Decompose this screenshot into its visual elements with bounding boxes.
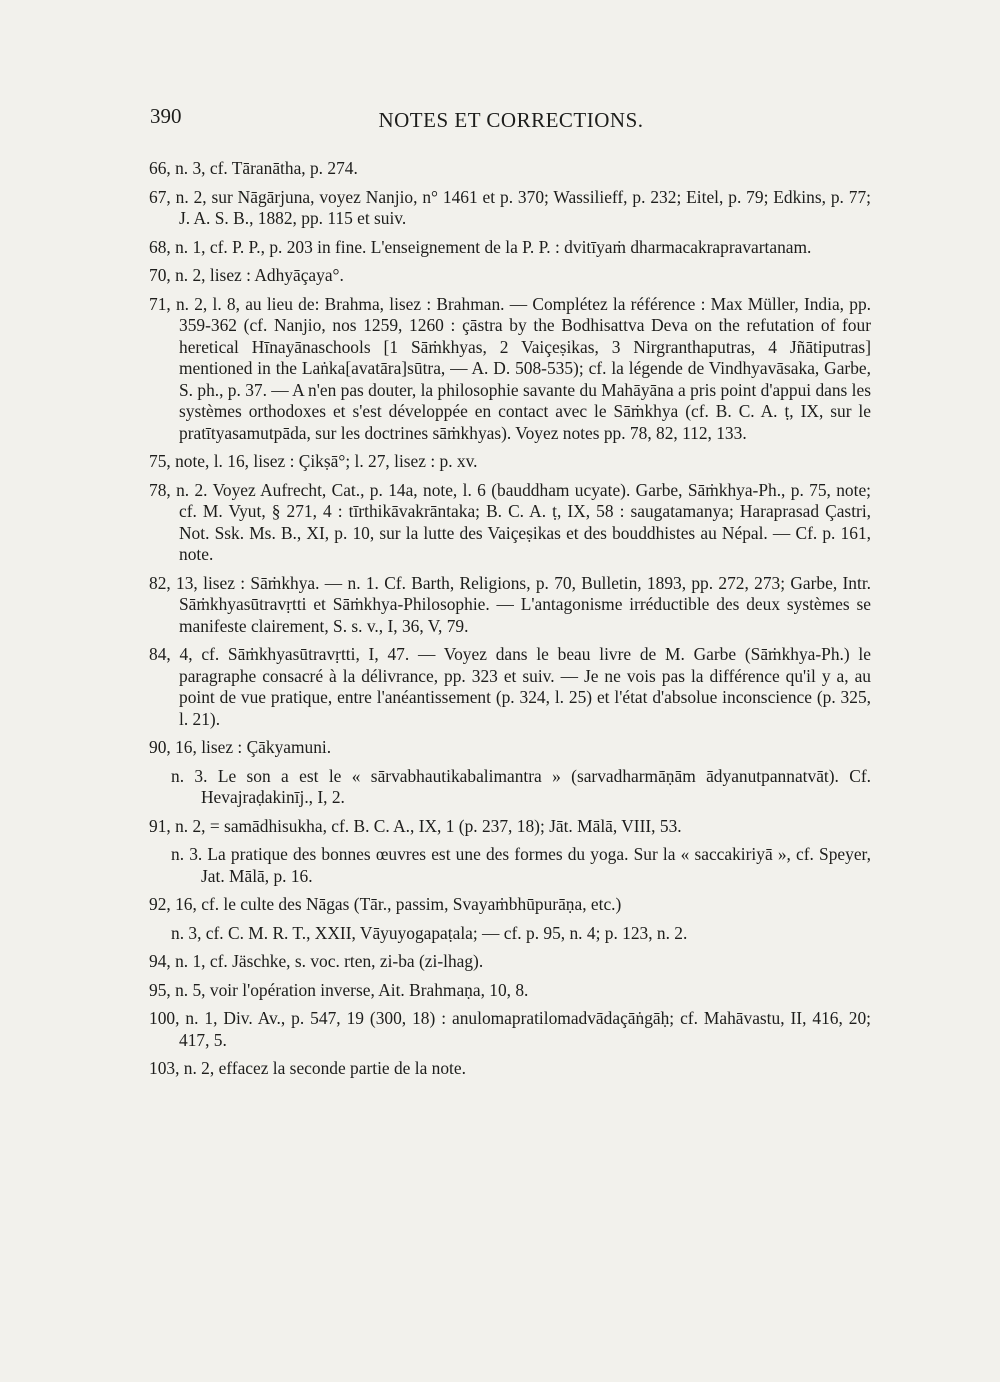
note-text: lisez : Adhyāçaya°. (209, 265, 344, 285)
page-header (0, 104, 1000, 144)
note-entry (149, 480, 871, 566)
note-entry (171, 844, 871, 887)
note-reference: n. 3, (171, 922, 202, 943)
note-text: lisez : Sāṁkhya. — n. 1. Cf. Barth, Religions, p. 70, Bulletin, 1893, pp. 272, 273; Garbe, Intr. Sāṁkhyasūtravṛtti et Sāṁkhya-Philosophie. — L'antagonisme irréductible des deux systèmes se manifeste clairement, S. s. v., I, 36, V, 79. (179, 572, 872, 636)
note-reference: n. 3. (171, 765, 208, 786)
note-text: cf. P. P., p. 203 in fine. L'enseignement de la P. P. : dvitīyaṁ dharmacakrapravartanam. (209, 236, 812, 257)
note-text: voir l'opération inverse, Ait. Brahmaṇa, 10, 8. (209, 979, 529, 1000)
note-entry (149, 737, 871, 759)
notes-list (149, 158, 871, 1087)
note-reference: 67, n. 2, (149, 186, 207, 207)
note-reference: 84, 4, (149, 644, 193, 664)
note-entry (149, 237, 871, 259)
note-entry (149, 1058, 871, 1080)
note-entry (149, 294, 871, 445)
note-entry (149, 451, 871, 473)
note-text: La pratique des bonnes œuvres est une des formes du yoga. Sur la « saccakiriyā », cf. Speyer, Jat. Mālā, p. 16. (201, 844, 871, 886)
note-entry (149, 951, 871, 973)
note-entry (149, 816, 871, 838)
page-number: 390 (150, 104, 182, 128)
running-title: NOTES ET CORRECTIONS. (378, 108, 644, 132)
note-text: cf. Sāṁkhyasūtravṛtti, I, 47. — Voyez dans le beau livre de M. Garbe (Sāṁkhya-Ph.) le paragraphe consacré à la délivrance, pp. 323 et suiv. — Je ne vois pas la différence qu'il y a, au point de vue pratique, entre l'anéantissement (p. 324, l. 25) et l'état d'absolue inconscience (p. 325, l. 21). (179, 644, 871, 729)
note-reference: n. 3. (171, 844, 203, 864)
note-reference: 92, 16, (149, 894, 197, 914)
note-entry (171, 923, 871, 945)
note-entry (149, 644, 871, 730)
note-reference: 75, note, l. 16, (149, 451, 249, 471)
note-entry (149, 894, 871, 916)
note-text: cf. Tāranātha, p. 274. (209, 158, 358, 178)
note-reference: 70, n. 2, (149, 265, 206, 285)
note-text: cf. C. M. R. T., XXII, Vāyuyogapaṭala; — cf. p. 95, n. 4; p. 123, n. 2. (205, 922, 688, 943)
note-text: cf. le culte des Nāgas (Tār., passim, Svayaṁbhūpurāṇa, etc.) (201, 894, 622, 914)
note-entry (149, 187, 871, 230)
note-entry (149, 158, 871, 180)
note-text: effacez la seconde partie de la note. (218, 1058, 466, 1078)
note-text: cf. Jäschke, s. voc. rten, zi-ba (zi-lhag). (209, 951, 484, 971)
note-text: = samādhisukha, cf. B. C. A., IX, 1 (p. 237, 18); Jāt. Mālā, VIII, 53. (209, 815, 682, 836)
note-entry (149, 980, 871, 1002)
note-text: Le son a est le « sārvabhautikabalimantra » (sarvadharmāṇām ādyanutpannatvāt). Cf. Hevajraḍakinīj., I, 2. (201, 765, 871, 807)
note-reference: 100, n. 1, (149, 1008, 218, 1028)
note-reference: 90, 16, (149, 737, 197, 757)
note-text: lisez : Çikṣā°; l. 27, lisez : p. xv. (253, 451, 478, 471)
note-entry (149, 573, 871, 638)
note-reference: 78, n. 2. (149, 479, 208, 500)
note-reference: 66, n. 3, (149, 158, 206, 178)
note-text: sur Nāgārjuna, voyez Nanjio, n° 1461 et p. 370; Wassilieff, p. 232; Eitel, p. 79; Edkins, p. 77; J. A. S. B., 1882, pp. 115 et suiv. (179, 186, 872, 228)
note-entry (149, 1008, 871, 1051)
note-reference: 103, n. 2, (149, 1058, 215, 1078)
note-reference: 95, n. 5, (149, 979, 206, 1000)
note-reference: 94, n. 1, (149, 951, 206, 971)
note-text: Voyez Aufrecht, Cat., p. 14a, note, l. 6 (bauddham ucyate). Garbe, Sāṁkhya-Ph., p. 75, note; cf. M. Vyut, § 271, 4 : tīrthikāvakrāntaka; B. C. A. ṭ, IX, 58 : saugatamanya; Haraprasad Çastri, Not. Ssk. Ms. B., XI, p. 10, sur la lutte des Vaiçeṣikas et des bouddhistes au Népal. — Cf. p. 161, note. (179, 479, 871, 564)
note-reference: 82, 13, (149, 572, 198, 593)
note-entry (149, 265, 871, 287)
note-reference: 71, n. 2, l. 8, (149, 293, 240, 314)
note-reference: 68, n. 1, (149, 236, 206, 257)
note-text: Div. Av., p. 547, 19 (300, 18) : anulomapratilomadvādaçāṅgāḥ; cf. Mahāvastu, II, 416, 20; 417, 5. (179, 1008, 872, 1050)
note-text: au lieu de: Brahma, lisez : Brahman. — Complétez la référence : Max Müller, India, pp. 359-362 (cf. Nanjio, nos 1259, 1260 : çāstra by the Bodhisattva Deva on the refutation of four heretical Hīnayānaschools [1 Sāṁkhyas, 2 Vaiçeṣikas, 3 Nirgranthaputras, 4 Jñātiputras] mentioned in the Laṅka[avatāra]sūtra, — A. D. 508-535); cf. la légende de Vindhyavāsaka, Garbe, S. ph., p. 37. — A n'en pas douter, la philosophie savante du Mahāyāna a pris point d'appui dans les systèmes orthodoxes et s'est développée en contact avec le Sāṁkhya (cf. B. C. A. ṭ, IX, sur le pratītyasamutpāda, sur les doctrines sāṁkhyas). Voyez notes pp. 78, 82, 112, 133. (179, 293, 871, 443)
note-entry (171, 766, 871, 809)
note-text: lisez : Çākyamuni. (201, 737, 332, 757)
note-reference: 91, n. 2, (149, 815, 206, 836)
